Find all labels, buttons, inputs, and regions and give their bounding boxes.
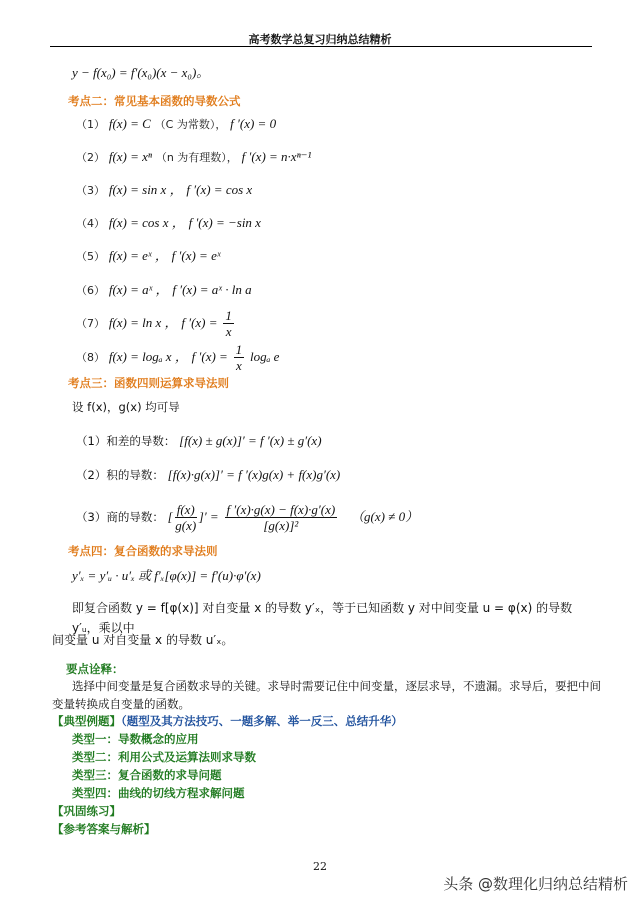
example-type-2: 类型二：利用公式及运算法则求导数 [72, 750, 256, 764]
rule-product [76, 466, 340, 484]
fraction-numerator: f(x) [176, 502, 195, 517]
page-number: 22 [313, 860, 327, 873]
section2-title: 考点二：常见基本函数的导数公式 [68, 94, 241, 108]
formula-item-7 [76, 306, 236, 341]
function-expr: f(x) = eˣ ， [108, 248, 168, 263]
derivative-tail: logₐ e [249, 349, 280, 364]
rule-label: （3）商的导数： [76, 510, 164, 524]
item-number: （1） [76, 118, 105, 131]
watermark: 头条 @数理化归纳总结精析 [443, 875, 628, 893]
quotient-right-fraction [225, 502, 338, 533]
function-expr: f(x) = aˣ ， [108, 282, 169, 297]
page-header-title: 高考数学总复习归纳总结精析 [248, 33, 392, 46]
fraction-denominator: x [225, 324, 232, 339]
derivative-expr: f ′(x) = n·xⁿ⁻¹ [241, 149, 312, 164]
item-number: （3） [76, 184, 105, 197]
item-number: （5） [76, 250, 105, 263]
derivative-expr: f ′(x) = aˣ · ln a [172, 282, 252, 297]
header-rule [50, 46, 592, 47]
function-expr: f(x) = C [108, 116, 151, 131]
formula-item-5 [76, 247, 221, 266]
rule-quotient: （3）商的导数： [ $\frac{f(x)}{g(x)}$ ]′ = $\frac{f '(x)\cdot g(x) - f(x)\cdot g'(x)}{\text{[g(x)]²}}$ （g(x) ≠ 0） [76, 502, 419, 533]
item-number: （6） [76, 284, 105, 297]
examples-subtitle: （题型及其方法技巧、一题多解、举一反三、总结升华） [121, 714, 403, 728]
fraction-denominator: x [236, 358, 242, 373]
quotient-condition: （g(x) ≠ 0） [351, 509, 419, 524]
section3-title: 考点三：函数四则运算求导法则 [68, 376, 229, 390]
key-notes-title: 要点诠释： [66, 662, 124, 676]
examples-title: 【典型例题】 [52, 714, 121, 728]
formula-item-8 [76, 340, 279, 375]
item-number: （4） [76, 217, 105, 230]
fraction-denominator: [g(x)]² [263, 518, 299, 533]
chain-rule-explanation-line2: 间变量 u 对自变量 x 的导数 u′ₓ。 [52, 633, 234, 647]
chain-rule-formula: y′ₓ = y′ᵤ · u′ₓ 或 f′ₓ[φ(x)] = f′(u)·φ′(x) [72, 568, 261, 583]
formula-item-3 [76, 181, 252, 200]
examples-heading [52, 712, 403, 730]
item-note: （n 为有理数）， [155, 151, 238, 164]
chain-rule-explanation-line1: 即复合函数 y = f[φ(x)] 对自变量 x 的导数 y′ₓ，等于已知函数 y 对中间变量 u = φ(x) 的导数 y′ᵤ，乘以中 [72, 601, 573, 635]
practice-heading: 【巩固练习】 [52, 804, 121, 818]
rule-label: （2）积的导数： [76, 468, 164, 482]
function-expr: f(x) = logₐ x ， [108, 349, 188, 364]
item-number: （8） [76, 351, 105, 364]
derivative-lhs: f ′(x) = [181, 315, 218, 330]
formula-item-6 [76, 281, 252, 300]
example-type-1: 类型一：导数概念的应用 [72, 732, 199, 746]
rule-sum [76, 432, 322, 450]
quotient-left-fraction [175, 502, 197, 533]
tangent-line-formula: y − f(x₀) = f′(x₀)(x − x₀)。 [72, 65, 210, 80]
item-number: （7） [76, 317, 105, 330]
derivative-expr: f ′(x) = 0 [230, 116, 277, 131]
derivative-expr: f ′(x) = −sin x [188, 215, 261, 230]
fraction-numerator: 1 [225, 308, 232, 323]
item-note: （C 为常数）， [154, 118, 227, 131]
fraction [223, 308, 234, 339]
function-expr: f(x) = xⁿ [108, 149, 153, 164]
rule-formula: [f(x)·g(x)]′ = f ′(x)g(x) + f(x)g′(x) [167, 467, 341, 482]
section4-title: 考点四：复合函数的求导法则 [68, 544, 218, 558]
fraction-numerator: f ′(x)·g(x) − f(x)·g′(x) [226, 502, 336, 517]
formula-item-1 [76, 115, 276, 134]
fraction [234, 342, 245, 373]
section3-intro: 设 f(x)，g(x) 均可导 [72, 400, 180, 414]
formula-item-2 [76, 148, 311, 167]
rule-formula: [f(x) ± g(x)]′ = f ′(x) ± g′(x) [179, 433, 322, 448]
answers-heading: 【参考答案与解析】 [52, 822, 156, 836]
function-expr: f(x) = cos x ， [108, 215, 185, 230]
key-notes-line1: 选择中间变量是复合函数求导的关键。求导时需要记住中间变量，逐层求导，不遗漏。求导后，要把中间 [72, 679, 601, 693]
function-expr: f(x) = ln x ， [108, 315, 178, 330]
key-notes-line2: 变量转换成自变量的函数。 [52, 697, 190, 711]
item-number: （2） [76, 151, 105, 164]
rule-label: （1）和差的导数： [76, 434, 176, 448]
fraction-denominator: g(x) [175, 518, 197, 533]
example-type-3: 类型三：复合函数的求导问题 [72, 768, 222, 782]
example-type-4: 类型四：曲线的切线方程求解问题 [72, 786, 245, 800]
function-expr: f(x) = sin x ， [108, 182, 183, 197]
derivative-expr: f ′(x) = eˣ [171, 248, 221, 263]
formula-item-4 [76, 214, 261, 233]
derivative-expr: f ′(x) = cos x [186, 182, 253, 197]
derivative-lhs: f ′(x) = [191, 349, 228, 364]
fraction-numerator: 1 [235, 342, 243, 357]
